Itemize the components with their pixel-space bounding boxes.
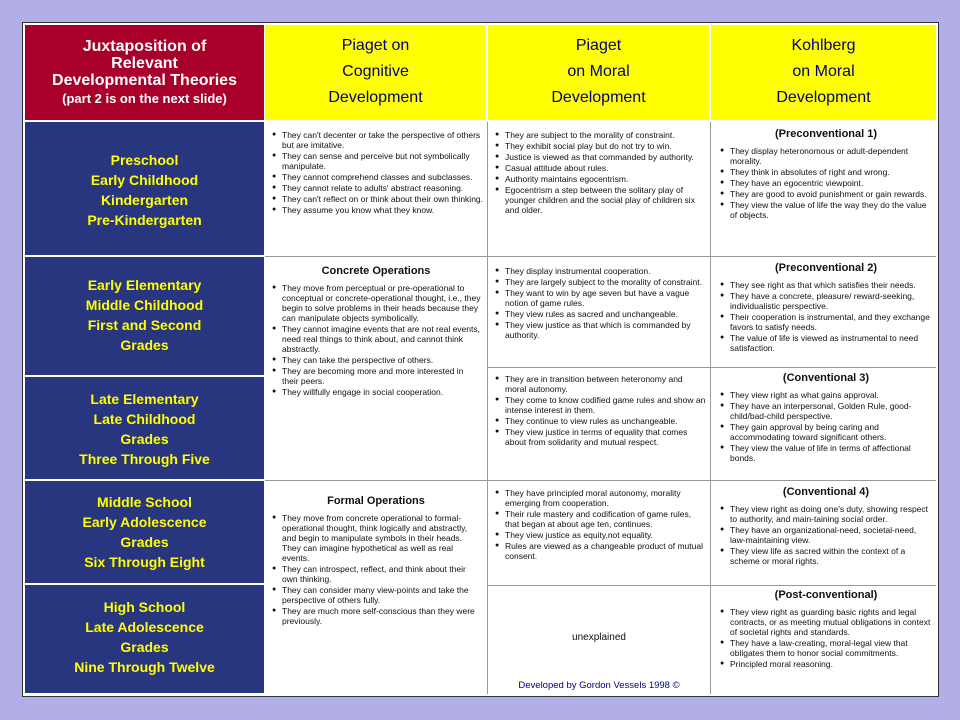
age-group-middle-school [25, 481, 264, 583]
age-line: Kindergarten [100, 192, 189, 208]
author-credit: Developed by Gordon Vessels 1998 © [518, 680, 680, 691]
age-line: Six Through Eight [84, 554, 205, 570]
list-item: ● They can sense and perceive but not symbolically manipulate. [271, 151, 483, 171]
list-item: ● They can't reflect on or think about their own thinking. [271, 194, 483, 204]
kohlberg-stage-list [719, 607, 933, 669]
list-item: ● They have a concrete, pleasure/ reward-seeking, individualistic perspective. [719, 291, 933, 311]
moral-middle-school-list [494, 488, 706, 561]
list-item: ● They can take the perspective of others. [271, 355, 481, 365]
list-item: ● Their rule mastery and codification of game rules, that began at about age ten, continues. [494, 509, 706, 529]
list-item: ● They can introspect, reflect, and think about their own thinking. [271, 564, 481, 584]
age-line: Preschool [110, 152, 179, 168]
list-item: ● Their cooperation is instrumental, and they exchange favors to satisfy needs. [719, 312, 933, 332]
age-line: Late Adolescence [85, 619, 204, 635]
list-item: ● The value of life is viewed as instrumental to need satisfaction. [719, 333, 933, 353]
age-line: Grades [120, 639, 169, 655]
stage-heading: Concrete Operations [321, 265, 431, 277]
list-item: ● They willfully engage in social cooperation. [271, 387, 481, 397]
cognitive-concrete-operations [271, 265, 481, 398]
header-line: Kohlberg [791, 37, 856, 54]
age-line: Late Childhood [93, 411, 196, 427]
age-line: Early Adolescence [82, 514, 207, 530]
cognitive-concrete-list [271, 283, 481, 397]
list-item: ● They can consider many view-points and take the perspective of others fully. [271, 585, 481, 605]
list-item: ● They view right as what gains approval. [719, 390, 933, 400]
stage-heading: Formal Operations [327, 495, 425, 507]
age-line: First and Second [87, 317, 202, 333]
column-divider [710, 122, 711, 694]
list-item: ● They come to know codified game rules and show an intense interest in them. [494, 395, 706, 415]
moral-early-elementary-list [494, 266, 706, 340]
moral-high-school-unexplained: unexplained [572, 632, 626, 643]
list-item: ● Authority maintains egocentrism. [494, 174, 706, 184]
kohlberg-stage-list [719, 280, 933, 353]
moral-late-elementary-list [494, 374, 706, 447]
row-divider [488, 367, 936, 368]
list-item: ● They continue to view rules as unchangeable. [494, 416, 706, 426]
age-group-early-elementary [25, 257, 264, 375]
stage-heading: (Preconventional 1) [774, 128, 878, 140]
list-item: ● Principled moral reasoning. [719, 659, 933, 669]
list-item: ● They can't decenter or take the perspective of others but are imitative. [271, 130, 483, 150]
age-line: Middle Childhood [85, 297, 204, 313]
stage-heading: (Post-conventional) [774, 589, 878, 601]
list-item: ● They view the value of life the way they do the value of objects. [719, 200, 933, 220]
list-item: ● They think in absolutes of right and wrong. [719, 167, 933, 177]
list-item: ● They have a law-creating, moral-legal view that obligates them to honor social commitments. [719, 638, 933, 658]
age-line: Middle School [97, 494, 192, 510]
column-divider [487, 122, 488, 694]
age-group-preschool [25, 122, 264, 255]
cognitive-preschool-list [271, 130, 483, 215]
header-line: on Moral [792, 63, 855, 80]
list-item: ● They view justice in terms of equality that comes about from solidarity and mutual respect. [494, 427, 706, 447]
kohlberg-stage-list [719, 504, 933, 566]
age-line: Early Elementary [87, 277, 202, 293]
list-item: ● Egocentrism a step between the solitary play of younger children and the social play of children six and older. [494, 185, 706, 215]
list-item: ● They cannot imagine events that are not real events, need real things to think about, and cannot think abstractly. [271, 324, 481, 354]
list-item: ● They view right as guarding basic rights and legal contracts, or as meeting mutual obligations in context of societal rights and standards. [719, 607, 933, 637]
header-line: Cognitive [342, 63, 409, 80]
age-line: Grades [120, 337, 169, 353]
kohlberg-post-conventional [719, 589, 933, 670]
stage-heading: (Conventional 3) [782, 372, 870, 384]
kohlberg-conventional-3 [719, 372, 933, 464]
age-line: Grades [120, 534, 169, 550]
list-item: ● They move from concrete operational to formal-operational thought, think logically and abstractly, and begin to manipulate symbols in their heads. They can imagine hypothetical as well as real events. [271, 513, 481, 563]
age-line: Nine Through Twelve [74, 659, 215, 675]
age-line: Three Through Five [79, 451, 210, 467]
list-item: ● They have an interpersonal, Golden Rule, good-child/bad-child perspective. [719, 401, 933, 421]
list-item: ● They are much more self-conscious than they were previously. [271, 606, 481, 626]
title-line-2: Relevant [111, 55, 178, 72]
header-line: Development [776, 89, 871, 106]
age-line: Early Childhood [90, 172, 199, 188]
age-line: Pre-Kindergarten [87, 212, 202, 228]
header-line: Piaget [575, 37, 622, 54]
moral-middle-school [494, 488, 706, 562]
kohlberg-conventional-4 [719, 486, 933, 567]
list-item: ● They exhibit social play but do not try to win. [494, 141, 706, 151]
list-item: ● They cannot relate to adults' abstract reasoning. [271, 183, 483, 193]
list-item: ● They have an egocentric viewpoint. [719, 178, 933, 188]
list-item: ● They have an organizational-need, societal-need, law-maintaining view. [719, 525, 933, 545]
list-item: ● They view right as doing one's duty, showing respect to authority, and main-taining social order. [719, 504, 933, 524]
row-divider [265, 480, 936, 481]
header-piaget-moral [488, 25, 709, 120]
kohlberg-stage-list [719, 146, 933, 220]
header-piaget-cognitive [265, 25, 486, 120]
header-line: on Moral [567, 63, 630, 80]
stage-heading: (Conventional 4) [782, 486, 870, 498]
list-item: ● They display instrumental cooperation. [494, 266, 706, 276]
list-item: ● They view justice as that which is commanded by authority. [494, 320, 706, 340]
moral-late-elementary [494, 374, 706, 448]
moral-preschool-list [494, 130, 706, 215]
list-item: ● They display heteronomous or adult-dependent morality. [719, 146, 933, 166]
kohlberg-preconventional-2 [719, 262, 933, 354]
list-item: ● They assume you know what they know. [271, 205, 483, 215]
list-item: ● They cannot comprehend classes and subclasses. [271, 172, 483, 182]
stage-heading: (Preconventional 2) [774, 262, 878, 274]
age-line: Grades [120, 431, 169, 447]
row-divider [488, 256, 936, 257]
cognitive-formal-operations [271, 495, 481, 627]
age-group-late-elementary [25, 377, 264, 479]
header-line: Development [551, 89, 646, 106]
list-item: ● They see right as that which satisfies their needs. [719, 280, 933, 290]
list-item: ● They move from perceptual or pre-operational to conceptual or concrete-operational thought, i.e., they begin to solve problems in their heads because they can manipulate objects symbolically. [271, 283, 481, 323]
list-item: ● They are good to avoid punishment or gain rewards. [719, 189, 933, 199]
title-note: (part 2 is on the next slide) [62, 91, 227, 106]
row-divider [488, 585, 936, 586]
list-item: ● They view life as sacred within the context of a scheme or moral rights. [719, 546, 933, 566]
list-item: ● Justice is viewed as that commanded by authority. [494, 152, 706, 162]
age-group-high-school [25, 585, 264, 693]
list-item: ● They view the value of life in terms of affectional bonds. [719, 443, 933, 463]
list-item: ● They are becoming more and more interested in their peers. [271, 366, 481, 386]
header-line: Piaget on [341, 37, 410, 54]
moral-preschool [494, 130, 706, 216]
list-item: ● Casual attitude about rules. [494, 163, 706, 173]
age-line: Late Elementary [90, 391, 199, 407]
list-item: ● They gain approval by being caring and accommodating toward significant others. [719, 422, 933, 442]
list-item: ● They view justice as equity,not equality. [494, 530, 706, 540]
moral-early-elementary [494, 266, 706, 341]
age-line: High School [103, 599, 186, 615]
header-kohlberg [711, 25, 936, 120]
list-item: ● They view rules as sacred and unchangeable. [494, 309, 706, 319]
list-item: ● They are subject to the morality of constraint. [494, 130, 706, 140]
list-item: ● They are in transition between heteronomy and moral autonomy. [494, 374, 706, 394]
title-line-3: Developmental Theories [52, 72, 237, 89]
list-item: ● Rules are viewed as a changeable product of mutual consent. [494, 541, 706, 561]
cognitive-formal-list [271, 513, 481, 626]
kohlberg-stage-list [719, 390, 933, 463]
list-item: ● They are largely subject to the morality of constraint. [494, 277, 706, 287]
title-line-1: Juxtaposition of [82, 38, 207, 55]
header-line: Development [328, 89, 423, 106]
cognitive-preschool [271, 130, 483, 216]
list-item: ● They want to win by age seven but have a vague notion of game rules. [494, 288, 706, 308]
table-title-cell [25, 25, 264, 120]
kohlberg-preconventional-1 [719, 128, 933, 221]
row-divider [265, 256, 487, 257]
list-item: ● They have principled moral autonomy, morality emerging from cooperation. [494, 488, 706, 508]
